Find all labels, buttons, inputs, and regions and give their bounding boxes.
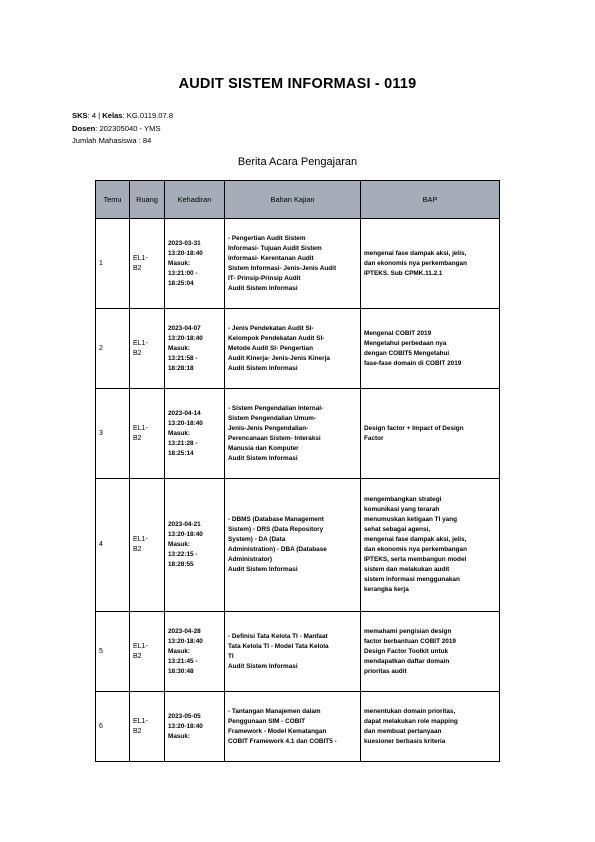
cell-ruang-text: EL1- B2 — [133, 536, 148, 553]
cell-bap-text: memahami pengisian design factor berbantuan COBIT 2019 Design Factor Toolkit untuk mendapatkan daftar domain prioritas audit — [364, 627, 456, 675]
cell-ruang-text: EL1- B2 — [133, 642, 148, 660]
cell-bap — [361, 612, 500, 692]
cell-bap — [361, 692, 500, 762]
cell-temu — [96, 389, 130, 479]
cell-kehadiran — [165, 612, 225, 692]
cell-bahan-kajian-text: - Definisi Tata Kelola TI - Manfaat Tata Kelola TI - Model Tata Kelola TI Audit Sistem Informasi — [228, 632, 329, 670]
cell-temu-text: 4 — [99, 541, 103, 548]
cell-bahan-kajian-text: - DBMS (Database Management Sistem) - DRS (Data Repository System) - DA (Data Administration) - DBA (Database Administrator) Audit Sistem Informasi — [228, 516, 327, 573]
jumlah-label: Jumlah Mahasiswa — [72, 136, 137, 145]
cell-bap — [361, 389, 500, 479]
table-row — [96, 389, 500, 479]
cell-bap-text: mengenai fase dampak aksi, jelis, dan ekonomis nya perkembangan IPTEKS. Sub CPMK.11.2.1 — [364, 249, 467, 277]
kelas-label: Kelas — [102, 111, 123, 120]
cell-bahan-kajian — [225, 479, 361, 612]
cell-bahan-kajian — [225, 219, 361, 309]
cell-bahan-kajian — [225, 389, 361, 479]
cell-ruang-text: EL1- B2 — [133, 424, 148, 442]
header-bahan-kajian: Bahan Kajian — [225, 181, 361, 219]
header-kehadiran: Kehadiran — [165, 181, 225, 219]
table-row — [96, 612, 500, 692]
cell-bap — [361, 309, 500, 389]
sks-value: : 4 | — [87, 111, 103, 120]
cell-kehadiran — [165, 309, 225, 389]
cell-kehadiran — [165, 389, 225, 479]
cell-bahan-kajian-text: - Pengertian Audit Sistem Informasi- Tujuan Audit Sistem Informasi- Kerentanan Audit Sistem Informasi- Jenis-Jenis Audit IT- Prinsip-Prinsip Audit Audit Sistem Informasi — [228, 234, 337, 292]
kelas-value: : KG.0119.07.8 — [122, 111, 174, 120]
cell-bap — [361, 219, 500, 309]
cell-ruang-text: EL1- B2 — [133, 254, 148, 272]
cell-temu-text: 5 — [99, 647, 103, 655]
dosen-value: : 202305040 - YMS — [95, 123, 161, 133]
cell-bahan-kajian — [225, 612, 361, 692]
page-title: AUDIT SISTEM INFORMASI - 0119 — [178, 76, 417, 92]
table-row — [96, 479, 500, 612]
cell-bap-text: menentukan domain prioritas, dapat melakukan role mapping dan membuat pertanyaan kuesioner berbasis kriteria — [364, 707, 458, 745]
header-ruang: Ruang — [130, 181, 165, 219]
cell-ruang — [130, 479, 165, 612]
cell-kehadiran-text: 2023-05-05 13:20-18:40 Masuk: — [168, 712, 203, 740]
dosen-label: Dosen — [72, 123, 96, 133]
cell-bahan-kajian-text: - Sistem Pengendalian Internal- Sistem Pengendalian Umum- Jenis-Jenis Pengendalian- Perencanaan Sistem- Interaksi Manusia dan Komputer Audit Sistem Informasi — [228, 404, 324, 462]
cell-ruang — [130, 612, 165, 692]
cell-temu — [96, 479, 130, 612]
cell-kehadiran-text: 2023-04-21 13:20-18:40 Masuk: 13:22:15 - 18:28:55 — [168, 521, 203, 568]
cell-ruang-text: EL1- B2 — [133, 717, 148, 735]
cell-temu — [96, 309, 130, 389]
cell-ruang — [130, 389, 165, 479]
cell-temu-text: 3 — [99, 429, 103, 437]
cell-ruang — [130, 219, 165, 309]
cell-kehadiran-text: 2023-04-07 13:20-18:40 Masuk: 13:21:58 - 18:28:18 — [168, 324, 203, 372]
header-temu: Temu — [96, 181, 130, 219]
cell-kehadiran — [165, 692, 225, 762]
cell-bahan-kajian-text: - Tantangan Manajemen dalam Penggunaan SIM - COBIT Framework - Model Kematangan COBIT Framework 4.1 dan COBIT5 - — [228, 707, 337, 745]
cell-ruang-text: EL1- B2 — [133, 339, 148, 357]
header-bap: BAP — [361, 181, 500, 219]
jumlah-line — [72, 135, 173, 148]
cell-kehadiran-text: 2023-04-14 13:20-18:40 Masuk: 13:21:28 - 18:25:14 — [168, 409, 203, 457]
cell-kehadiran-text: 2023-04-28 13:20-18:40 Masuk: 13:21:45 - 18:30:48 — [168, 627, 203, 675]
cell-bahan-kajian — [225, 309, 361, 389]
cell-bap-text: Design factor + Impact of Design Factor — [364, 424, 464, 442]
cell-ruang — [130, 309, 165, 389]
jumlah-value: : 84 — [136, 136, 152, 145]
table-row — [96, 692, 500, 762]
cell-kehadiran — [165, 479, 225, 612]
cell-bap-text: mengembangkan strategi komunikasi yang terarah menumuskan ketigaan TI yang sehat sebagai agensi, mengenai fase dampak aksi, jelis, dan ekonomis nya perkembangan IPTEKS, serta membangun model sistem dan melakukan audit sistem informasi menggunakan kerangka kerja — [364, 496, 467, 593]
table-row — [96, 309, 500, 389]
dosen-line — [72, 123, 173, 136]
cell-temu-text: 6 — [99, 722, 103, 730]
cell-kehadiran — [165, 219, 225, 309]
cell-bap-text: Mengenal COBIT 2019 Mengetahui perbedaan nya dengan COBIT5 Mengetahui fase-fase domain di COBIT 2019 — [364, 329, 462, 367]
cell-ruang — [130, 692, 165, 762]
table-header-row — [96, 181, 500, 219]
cell-kehadiran-text: 2023-03-31 13:20-18:40 Masuk: 13:21:00 - 18:25:04 — [168, 239, 203, 287]
section-title: Berita Acara Pengajaran — [237, 156, 358, 168]
cell-temu — [96, 692, 130, 762]
cell-temu — [96, 612, 130, 692]
cell-bahan-kajian-text: - Jenis Pendekatan Audit SI- Kelompok Pendekatan Audit SI- Metode Audit SI- Pengertian Audit Kinerja- Jenis-Jenis Kinerja Audit Sistem Informasi — [228, 324, 330, 372]
table-body — [96, 219, 500, 762]
cell-temu-text: 1 — [99, 259, 103, 267]
course-meta — [72, 110, 173, 148]
cell-bahan-kajian — [225, 692, 361, 762]
sks-kelas-line — [72, 110, 173, 123]
bap-table — [95, 180, 500, 762]
cell-bap — [361, 479, 500, 612]
sks-label: SKS — [72, 111, 88, 120]
table-row — [96, 219, 500, 309]
cell-temu-text: 2 — [99, 344, 103, 352]
cell-temu — [96, 219, 130, 309]
